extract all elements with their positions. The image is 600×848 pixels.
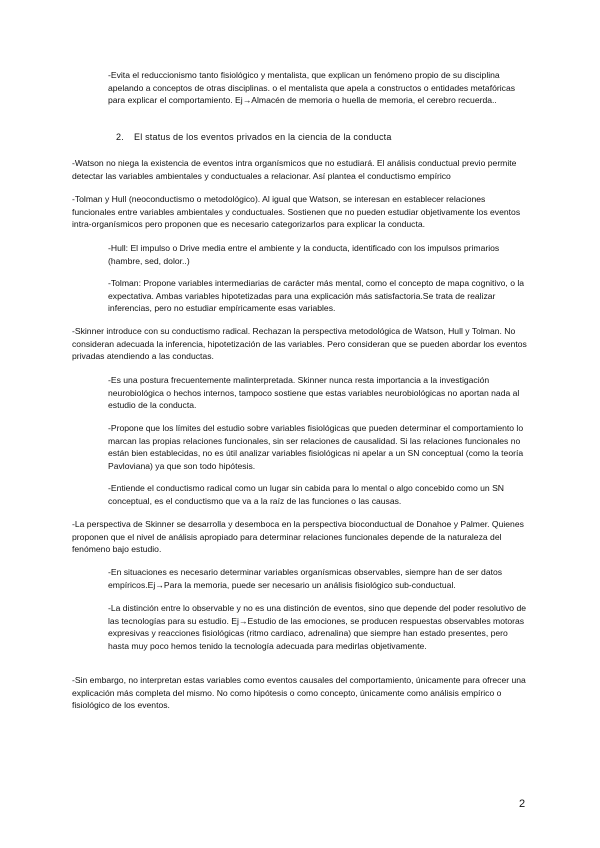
paragraph-distincion: -La distinción entre lo observable y no es una distinción de eventos, sino que depende del poder resolutivo de las tecnologías para su estudio. Ej→Estudio de las emociones, se producen respuestas observables motoras expresivas y reacciones fisiológicas (ritmo cardiaco, adrenalina) que siempre han estado presentes, pero hasta muy poco hemos tenido la tecnología adecuada para medirlas objetivamente. [108,603,527,651]
page-number: 2 [519,798,526,810]
paragraph-tolman-hull: -Tolman y Hull (neoconductismo o metodológico). Al igual que Watson, se interesan en establecer relaciones funcionales entre variables ambientales y conductuales. Sostienen que no pueden estudiar objetivamente los eventos intra-organísmicos pero proponen que es necesario categorizarlos para explicar la conducta. [72,194,521,230]
paragraph-conductismo-radical: -Entiende el conductismo radical como un lugar sin cabida para lo mental o algo concebido como un SN conceptual, es el conductismo que va a la raíz de las funciones o las causas. [108,483,505,506]
section-title: El status de los eventos privados en la ciencia de la conducta [134,132,392,142]
paragraph-hull: -Hull: El impulso o Drive media entre el ambiente y la conducta, identificado con los impulsos primarios (hambre, sed, dolor..) [108,243,500,266]
paragraph-watson: -Watson no niega la existencia de eventos intra organísmicos que no estudiará. El análisis conductual previo permite detectar las variables ambientales y conductuales a relacionar. Así plantea el conductismo empírico [72,158,517,181]
section-heading [116,131,392,144]
paragraph-malinterpretada: -Es una postura frecuentemente malinterpretada. Skinner nunca resta importancia a la investigación neurobiológica o hechos internos, tampoco sostiene que estas variables neurobiológicas no aportan nada al estudio de la conducta. [108,375,520,411]
paragraph-skinner: -Skinner introduce con su conductismo radical. Rechazan la perspectiva metodológica de Watson, Hull y Tolman. No consideran adecuada la inferencia, hipotetización de las variables. Pero consideran que se pueden abordar los eventos privadas atendiendo a las conductas. [72,326,527,362]
paragraph-organismicas: -En situaciones es necesario determinar variables organísmicas observables, siempre han de ser datos empíricos.Ej→Para la memoria, puede ser necesario un análisis fisiológico sub-conductual. [108,567,503,590]
paragraph-tolman: -Tolman: Propone variables intermediarias de carácter más mental, como el concepto de mapa cognitivo, o la expectativa. Ambas variables hipotetizadas para una explicación más satisfactoria.Se trata de realizar inferencias, pero no estudiar empíricamente esas variables. [108,278,525,314]
paragraph-sin-embargo: -Sin embargo, no interpretan estas variables como eventos causales del comportamiento, únicamente para ofrecer una explicación más completa del mismo. No como hipótesis o como concepto, únicamente como análisis empírico o fisiológico de los eventos. [72,675,526,711]
paragraph-bioconductual: -La perspectiva de Skinner se desarrolla y desemboca en la perspectiva bioconductual de Donahoe y Palmer. Quienes proponen que el nivel de análisis apropiado para determinar relaciones funcionales depende de la naturaleza del fenómeno bajo estudio. [72,519,524,555]
paragraph-reduccionismo: -Evita el reduccionismo tanto fisiológico y mentalista, que explican un fenómeno propio de su disciplina apelando a conceptos de otras disciplinas. o el mentalista que apela a constructos o entidades metafóricas para explicar el comportamiento. Ej→Almacén de memoria o huella de memoria, el cerebro recuerda.. [108,70,516,106]
section-number: 2. [116,132,124,142]
paragraph-limites: -Propone que los límites del estudio sobre variables fisiológicas que pueden determinar el comportamiento lo marcan las propias relaciones funcionales, sin ser relaciones de causalidad. Si las relaciones funcionales no están bien establecidas, no es útil analizar variables fisiológicas ni apelar a un SN conceptual (como la teoría Pavloviana) ya que son todo hipótesis. [108,423,524,471]
